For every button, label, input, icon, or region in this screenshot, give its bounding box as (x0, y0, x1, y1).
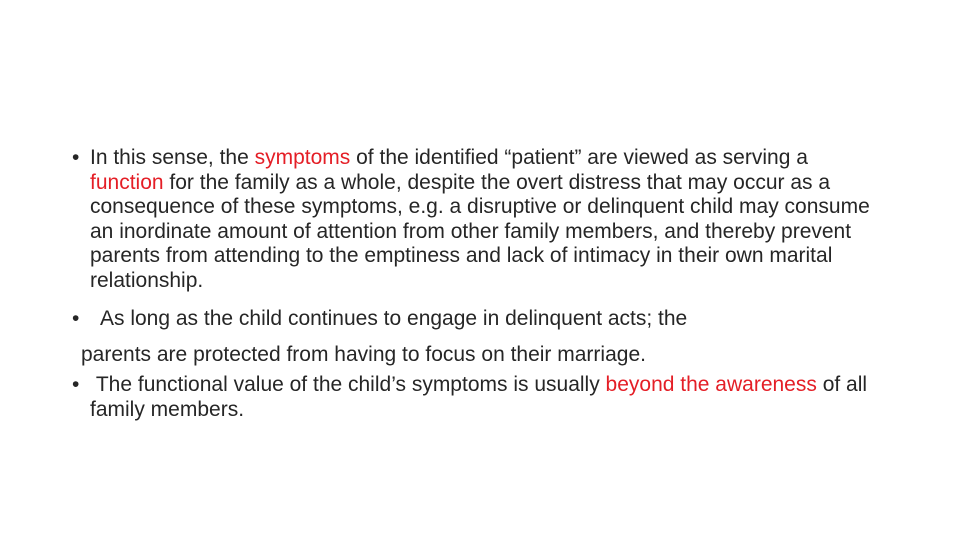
bullet-text (90, 146, 870, 292)
slide-body (72, 146, 882, 422)
text-run: The functional value of the child’s symptoms is usually (95, 373, 606, 396)
bullet-text-line: parents are protected from having to focus on their marriage. (81, 343, 646, 366)
bullet-text (90, 373, 867, 421)
text-run: In this sense, the (90, 146, 255, 169)
highlight-function: function (90, 170, 164, 194)
text-run: for the family as a whole, despite the overt distress that may occur as a consequence of these symptoms, e.g. a disruptive or delinquent child may consume an inordinate amount of attention from other family members, and thereby prevent parents from attending to the emptiness and lack of intimacy in their own marital relationship. (90, 170, 870, 292)
bullet-text-line: As long as the child continues to engage in delinquent acts; the (100, 307, 688, 330)
bullet-marker: • (72, 373, 80, 396)
text-run: of all family members. (90, 373, 868, 421)
text-run: of the identified “patient” are viewed as serving a (350, 146, 808, 169)
bullet-delinquent-acts (72, 301, 882, 373)
bullet-functional-value (72, 373, 882, 422)
highlight-symptoms: symptoms (254, 146, 351, 169)
bullet-symptoms-function (72, 146, 882, 293)
bullet-marker: • (72, 307, 80, 330)
bullet-marker: • (72, 146, 80, 169)
highlight-beyond-awareness: beyond the awareness (605, 373, 817, 396)
